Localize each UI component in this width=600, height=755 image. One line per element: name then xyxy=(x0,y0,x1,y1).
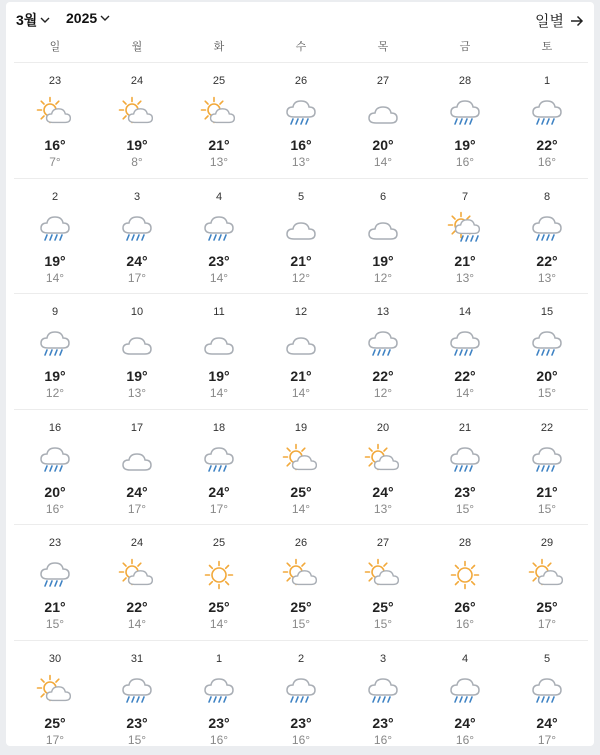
day-number: 19 xyxy=(260,422,342,434)
high-temp: 24° xyxy=(506,715,588,731)
day-number: 2 xyxy=(260,653,342,665)
day-cell[interactable] xyxy=(96,179,178,294)
day-number: 4 xyxy=(424,653,506,665)
rain-icon xyxy=(117,675,157,705)
day-number: 20 xyxy=(342,422,424,434)
high-temp: 21° xyxy=(260,368,342,384)
rain-icon xyxy=(199,213,239,243)
day-cell[interactable] xyxy=(506,179,588,294)
high-temp: 21° xyxy=(260,253,342,269)
day-cell[interactable] xyxy=(14,294,96,409)
day-cell[interactable] xyxy=(506,294,588,409)
year-selector[interactable] xyxy=(66,10,110,26)
day-number: 13 xyxy=(342,306,424,318)
calendar-header xyxy=(6,2,594,38)
high-temp: 22° xyxy=(506,253,588,269)
low-temp: 14° xyxy=(260,386,342,400)
low-temp: 17° xyxy=(14,733,96,747)
high-temp: 20° xyxy=(506,368,588,384)
low-temp: 15° xyxy=(14,617,96,631)
week-row xyxy=(14,178,588,294)
day-number: 27 xyxy=(342,537,424,549)
low-temp: 16° xyxy=(424,733,506,747)
low-temp: 7° xyxy=(14,155,96,169)
low-temp: 17° xyxy=(506,617,588,631)
day-cell[interactable] xyxy=(424,63,506,178)
calendar-grid xyxy=(14,62,588,755)
day-cell[interactable] xyxy=(178,410,260,525)
day-number: 25 xyxy=(178,75,260,87)
rain-icon xyxy=(35,328,75,358)
arrow-right-icon xyxy=(570,15,584,27)
day-number: 8 xyxy=(506,191,588,203)
high-temp: 25° xyxy=(342,599,424,615)
sun-cloud-icon xyxy=(281,444,321,474)
day-cell[interactable] xyxy=(178,179,260,294)
weather-calendar xyxy=(6,2,594,746)
low-temp: 13° xyxy=(342,502,424,516)
low-temp: 12° xyxy=(342,271,424,285)
high-temp: 24° xyxy=(342,484,424,500)
low-temp: 16° xyxy=(424,155,506,169)
low-temp: 13° xyxy=(96,386,178,400)
year-label: 2025 xyxy=(66,10,97,26)
day-number: 23 xyxy=(14,75,96,87)
rain-icon xyxy=(363,675,403,705)
sun-rain-icon xyxy=(445,213,485,243)
day-cell[interactable] xyxy=(178,294,260,409)
high-temp: 19° xyxy=(14,253,96,269)
low-temp: 8° xyxy=(96,155,178,169)
day-number: 9 xyxy=(14,306,96,318)
month-label: 3월 xyxy=(16,10,37,30)
high-temp: 20° xyxy=(342,137,424,153)
high-temp: 24° xyxy=(96,484,178,500)
high-temp: 25° xyxy=(14,715,96,731)
day-cell[interactable] xyxy=(260,410,342,525)
day-number: 28 xyxy=(424,75,506,87)
low-temp: 17° xyxy=(96,271,178,285)
day-cell[interactable] xyxy=(14,63,96,178)
low-temp: 17° xyxy=(506,733,588,747)
sun-cloud-icon xyxy=(281,559,321,589)
low-temp: 14° xyxy=(424,386,506,400)
day-cell[interactable] xyxy=(178,641,260,755)
high-temp: 25° xyxy=(178,599,260,615)
high-temp: 16° xyxy=(14,137,96,153)
low-temp: 15° xyxy=(424,502,506,516)
sun-cloud-icon xyxy=(35,675,75,705)
day-cell[interactable] xyxy=(260,294,342,409)
high-temp: 24° xyxy=(96,253,178,269)
day-number: 4 xyxy=(178,191,260,203)
low-temp: 13° xyxy=(260,155,342,169)
high-temp: 16° xyxy=(260,137,342,153)
week-row xyxy=(14,62,588,178)
high-temp: 24° xyxy=(178,484,260,500)
rain-icon xyxy=(35,213,75,243)
day-number: 10 xyxy=(96,306,178,318)
day-cell[interactable] xyxy=(96,525,178,640)
day-number: 21 xyxy=(424,422,506,434)
rain-icon xyxy=(35,559,75,589)
sun-cloud-icon xyxy=(35,97,75,127)
high-temp: 19° xyxy=(96,368,178,384)
day-number: 31 xyxy=(96,653,178,665)
high-temp: 21° xyxy=(178,137,260,153)
day-number: 29 xyxy=(506,537,588,549)
high-temp: 25° xyxy=(260,484,342,500)
weekday-label: 수 xyxy=(260,38,342,60)
rain-icon xyxy=(117,213,157,243)
cloud-icon xyxy=(281,328,321,358)
rain-icon xyxy=(445,675,485,705)
weekday-header-row xyxy=(14,38,588,60)
rain-icon xyxy=(445,97,485,127)
day-number: 14 xyxy=(424,306,506,318)
high-temp: 26° xyxy=(424,599,506,615)
week-row xyxy=(14,524,588,640)
low-temp: 15° xyxy=(506,386,588,400)
day-cell[interactable] xyxy=(14,525,96,640)
weekday-label: 금 xyxy=(424,38,506,60)
low-temp: 14° xyxy=(260,502,342,516)
low-temp: 16° xyxy=(342,733,424,747)
day-number: 1 xyxy=(506,75,588,87)
day-number: 6 xyxy=(342,191,424,203)
high-temp: 19° xyxy=(342,253,424,269)
low-temp: 17° xyxy=(178,502,260,516)
day-cell[interactable] xyxy=(424,525,506,640)
high-temp: 24° xyxy=(424,715,506,731)
month-selector[interactable] xyxy=(16,10,50,30)
day-cell[interactable] xyxy=(178,63,260,178)
day-number: 2 xyxy=(14,191,96,203)
day-cell[interactable] xyxy=(424,410,506,525)
day-cell[interactable] xyxy=(424,641,506,755)
day-cell[interactable] xyxy=(342,294,424,409)
sun-icon xyxy=(445,559,485,589)
low-temp: 16° xyxy=(178,733,260,747)
day-number: 16 xyxy=(14,422,96,434)
day-number: 17 xyxy=(96,422,178,434)
day-number: 25 xyxy=(178,537,260,549)
day-cell[interactable] xyxy=(260,179,342,294)
high-temp: 22° xyxy=(424,368,506,384)
weekday-label: 화 xyxy=(178,38,260,60)
day-cell[interactable] xyxy=(96,63,178,178)
low-temp: 14° xyxy=(14,271,96,285)
cloud-icon xyxy=(117,444,157,474)
day-cell[interactable] xyxy=(506,63,588,178)
rain-icon xyxy=(527,444,567,474)
day-cell[interactable] xyxy=(342,63,424,178)
day-number: 3 xyxy=(342,653,424,665)
day-cell[interactable] xyxy=(260,525,342,640)
day-number: 24 xyxy=(96,537,178,549)
week-row xyxy=(14,293,588,409)
sun-cloud-icon xyxy=(117,559,157,589)
day-number: 7 xyxy=(424,191,506,203)
cloud-icon xyxy=(199,328,239,358)
day-cell[interactable] xyxy=(342,525,424,640)
day-cell[interactable] xyxy=(424,179,506,294)
day-cell[interactable] xyxy=(342,179,424,294)
day-number: 22 xyxy=(506,422,588,434)
high-temp: 19° xyxy=(178,368,260,384)
sun-cloud-icon xyxy=(363,559,403,589)
low-temp: 16° xyxy=(424,617,506,631)
rain-icon xyxy=(527,213,567,243)
low-temp: 14° xyxy=(178,617,260,631)
day-number: 18 xyxy=(178,422,260,434)
day-number: 3 xyxy=(96,191,178,203)
high-temp: 23° xyxy=(178,715,260,731)
high-temp: 21° xyxy=(424,253,506,269)
high-temp: 23° xyxy=(260,715,342,731)
low-temp: 13° xyxy=(424,271,506,285)
high-temp: 23° xyxy=(342,715,424,731)
day-cell[interactable] xyxy=(342,410,424,525)
low-temp: 12° xyxy=(14,386,96,400)
day-cell[interactable] xyxy=(260,63,342,178)
low-temp: 12° xyxy=(342,386,424,400)
low-temp: 12° xyxy=(260,271,342,285)
low-temp: 15° xyxy=(260,617,342,631)
low-temp: 16° xyxy=(506,155,588,169)
sun-cloud-icon xyxy=(199,97,239,127)
high-temp: 25° xyxy=(260,599,342,615)
chevron-down-icon xyxy=(40,17,50,24)
cloud-icon xyxy=(363,213,403,243)
high-temp: 21° xyxy=(506,484,588,500)
day-cell[interactable] xyxy=(14,179,96,294)
day-number: 5 xyxy=(506,653,588,665)
day-cell[interactable] xyxy=(506,525,588,640)
sun-icon xyxy=(199,559,239,589)
day-cell[interactable] xyxy=(96,410,178,525)
day-number: 26 xyxy=(260,75,342,87)
day-cell[interactable] xyxy=(506,641,588,755)
low-temp: 14° xyxy=(342,155,424,169)
day-cell[interactable] xyxy=(14,410,96,525)
day-number: 26 xyxy=(260,537,342,549)
high-temp: 21° xyxy=(14,599,96,615)
day-number: 28 xyxy=(424,537,506,549)
sun-cloud-icon xyxy=(363,444,403,474)
low-temp: 14° xyxy=(178,386,260,400)
cloud-icon xyxy=(117,328,157,358)
day-cell[interactable] xyxy=(506,410,588,525)
day-number: 1 xyxy=(178,653,260,665)
high-temp: 19° xyxy=(14,368,96,384)
rain-icon xyxy=(527,97,567,127)
day-cell[interactable] xyxy=(342,641,424,755)
rain-icon xyxy=(445,328,485,358)
high-temp: 19° xyxy=(96,137,178,153)
rain-icon xyxy=(199,675,239,705)
day-number: 27 xyxy=(342,75,424,87)
high-temp: 22° xyxy=(96,599,178,615)
daily-view-link[interactable] xyxy=(535,10,584,31)
low-temp: 15° xyxy=(96,733,178,747)
day-number: 5 xyxy=(260,191,342,203)
low-temp: 14° xyxy=(178,271,260,285)
low-temp: 13° xyxy=(506,271,588,285)
low-temp: 17° xyxy=(96,502,178,516)
high-temp: 23° xyxy=(178,253,260,269)
rain-icon xyxy=(527,675,567,705)
low-temp: 14° xyxy=(96,617,178,631)
chevron-down-icon xyxy=(100,15,110,22)
day-number: 24 xyxy=(96,75,178,87)
day-cell[interactable] xyxy=(14,641,96,755)
rain-icon xyxy=(281,675,321,705)
high-temp: 22° xyxy=(506,137,588,153)
day-cell[interactable] xyxy=(424,294,506,409)
day-number: 11 xyxy=(178,306,260,318)
weekday-label: 일 xyxy=(14,38,96,60)
high-temp: 25° xyxy=(506,599,588,615)
high-temp: 23° xyxy=(424,484,506,500)
day-number: 12 xyxy=(260,306,342,318)
day-cell[interactable] xyxy=(96,294,178,409)
rain-icon xyxy=(281,97,321,127)
rain-icon xyxy=(199,444,239,474)
cloud-icon xyxy=(363,97,403,127)
low-temp: 16° xyxy=(260,733,342,747)
high-temp: 22° xyxy=(342,368,424,384)
day-cell[interactable] xyxy=(178,525,260,640)
rain-icon xyxy=(527,328,567,358)
sun-cloud-icon xyxy=(527,559,567,589)
low-temp: 13° xyxy=(178,155,260,169)
high-temp: 19° xyxy=(424,137,506,153)
sun-cloud-icon xyxy=(117,97,157,127)
week-row xyxy=(14,409,588,525)
high-temp: 23° xyxy=(96,715,178,731)
weekday-label: 토 xyxy=(506,38,588,60)
cloud-icon xyxy=(281,213,321,243)
low-temp: 16° xyxy=(14,502,96,516)
day-cell[interactable] xyxy=(260,641,342,755)
daily-view-label: 일별 xyxy=(535,10,564,31)
week-row xyxy=(14,640,588,755)
high-temp: 20° xyxy=(14,484,96,500)
rain-icon xyxy=(363,328,403,358)
rain-icon xyxy=(35,444,75,474)
day-cell[interactable] xyxy=(96,641,178,755)
low-temp: 15° xyxy=(506,502,588,516)
rain-icon xyxy=(445,444,485,474)
day-number: 30 xyxy=(14,653,96,665)
day-number: 15 xyxy=(506,306,588,318)
low-temp: 15° xyxy=(342,617,424,631)
day-number: 23 xyxy=(14,537,96,549)
weekday-label: 목 xyxy=(342,38,424,60)
weekday-label: 월 xyxy=(96,38,178,60)
